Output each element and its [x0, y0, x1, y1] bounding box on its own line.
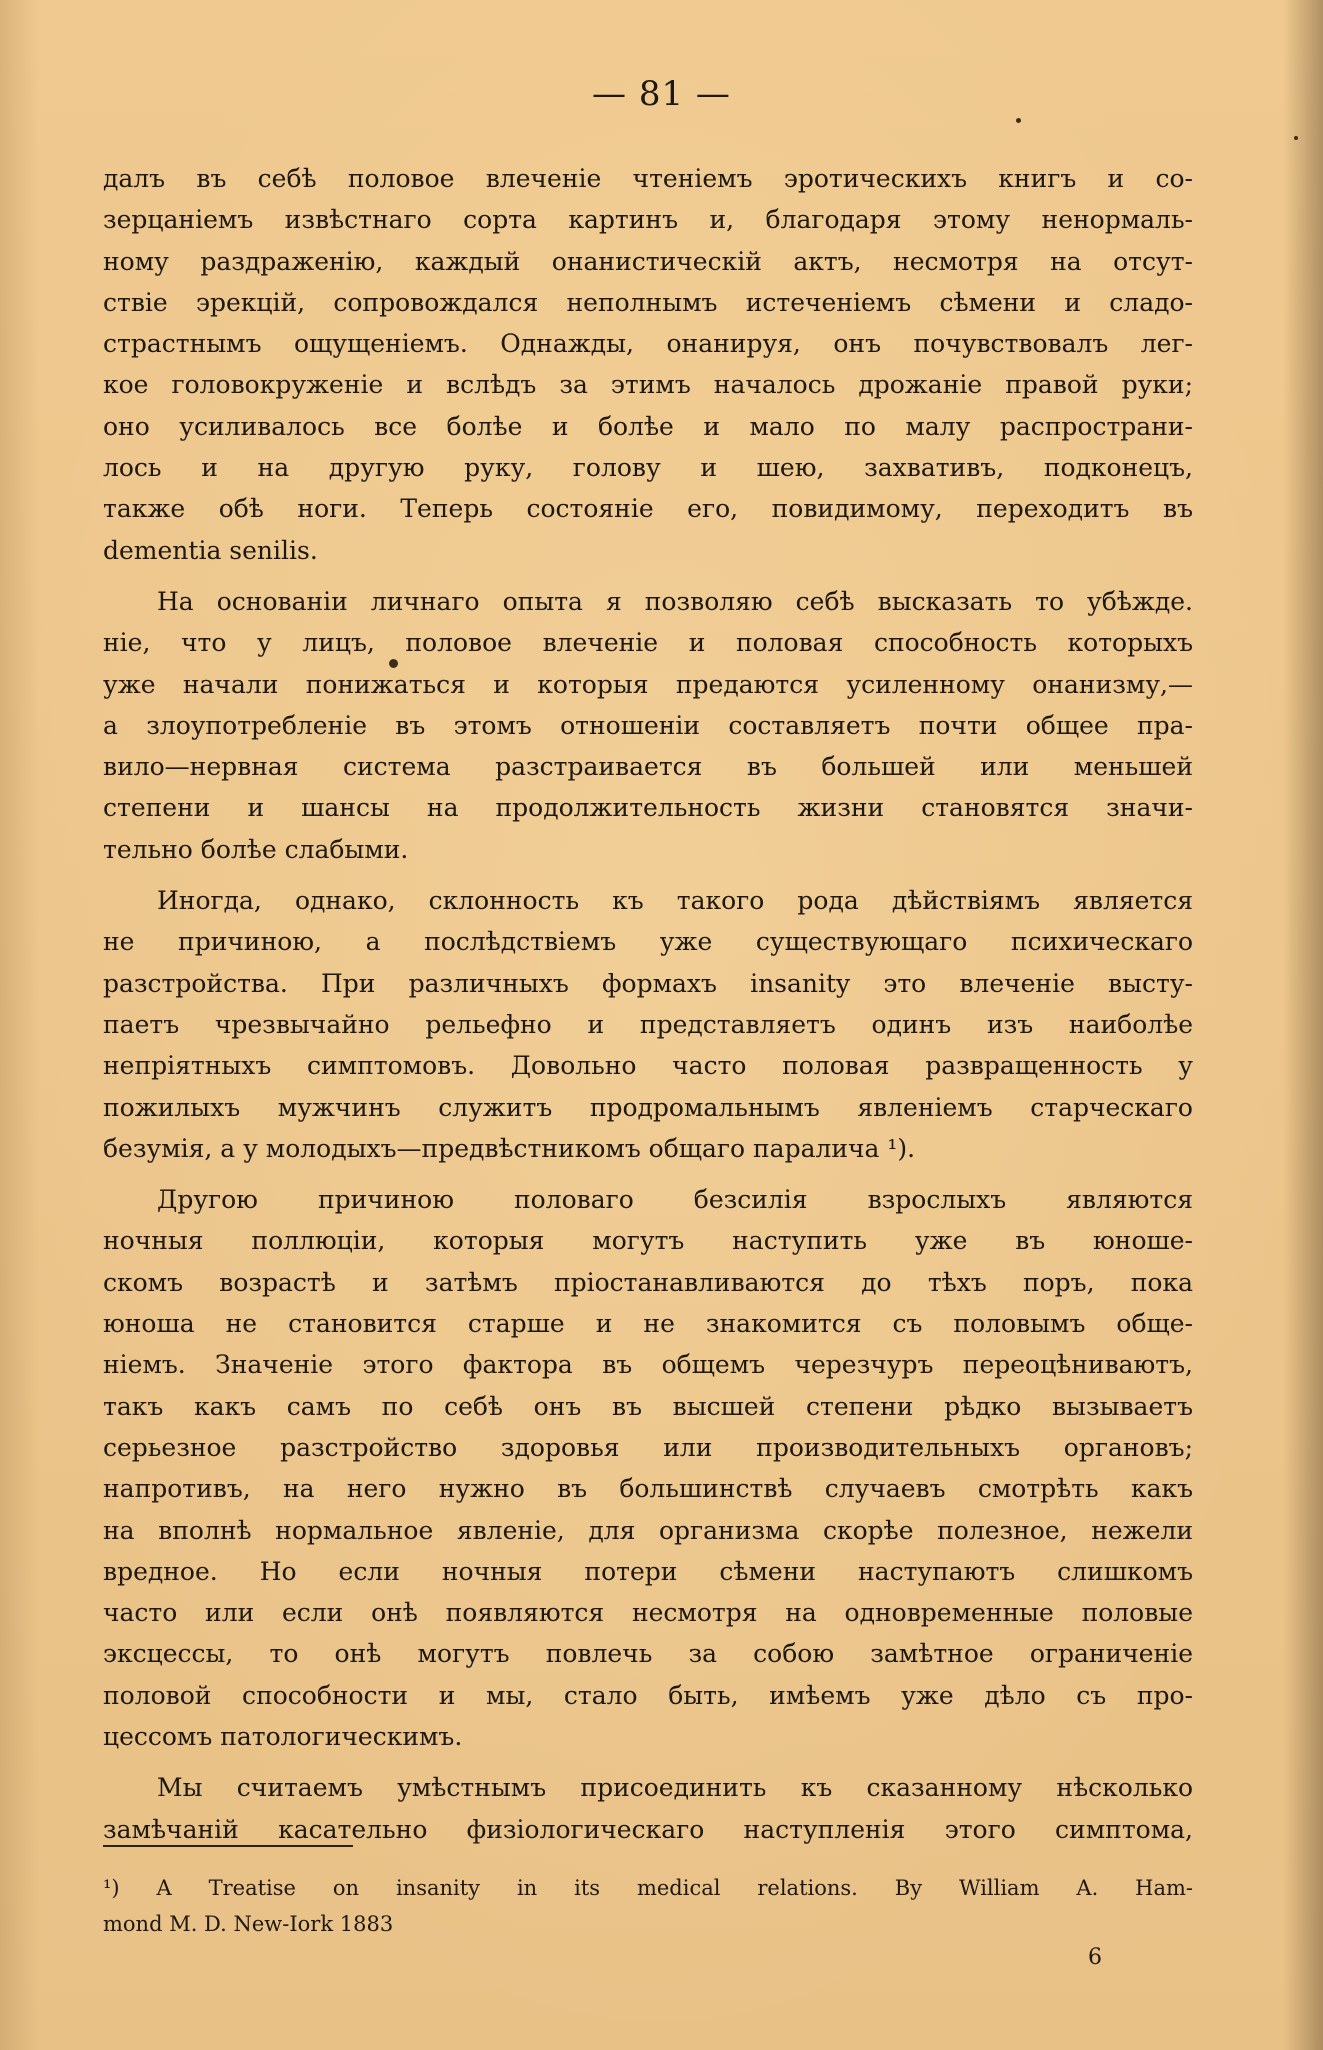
signature-mark: 6: [1088, 1945, 1102, 1970]
text-line: напротивъ, на него нужно въ большинствѣ случаевъ смотрѣть какъ: [103, 1474, 1193, 1504]
text-line: вило—нервная система разстраивается въ большей или меньшей: [103, 752, 1193, 782]
footnote-line: ¹) A Treatise on insanity in its medical relations. By William A. Ham-: [103, 1876, 1193, 1900]
text-line: эксцессы, то онѣ могутъ повлечь за собою замѣтное ограниченіе: [103, 1639, 1193, 1669]
text-line: пожилыхъ мужчинъ служитъ продромальнымъ явленіемъ старческаго: [103, 1092, 1193, 1122]
text-line: На основаніи личнаго опыта я позволяю себѣ высказать то убѣжде.: [157, 586, 1193, 616]
text-line: цессомъ патологическимъ.: [103, 1721, 463, 1751]
text-line: серьезное разстройство здоровья или производительныхъ органовъ;: [103, 1432, 1193, 1462]
text-line: Иногда, однако, склонность къ такого рода дѣйствіямъ является: [157, 886, 1193, 916]
text-line: замѣчаній касательно физіологическаго наступленія этого симптома,: [103, 1814, 1193, 1844]
text-line: вредное. Но если ночныя потери сѣмени наступаютъ слишкомъ: [103, 1556, 1193, 1586]
text-line: кое головокруженіе и вслѣдъ за этимъ началось дрожаніе правой руки;: [103, 370, 1193, 400]
text-line: такъ какъ самъ по себѣ онъ въ высшей степени рѣдко вызываетъ: [103, 1391, 1193, 1421]
page-edge-right: [1283, 0, 1323, 2050]
paragraph: [103, 581, 1193, 870]
text-line: ному раздраженію, каждый онанистическій актъ, несмотря на отсут-: [103, 246, 1193, 276]
text-line: разстройства. При различныхъ формахъ insanity это влеченіе высту-: [103, 968, 1193, 998]
ink-speck: [1016, 118, 1021, 123]
text-line: юноша не становится старше и не знакомится съ половымъ обще-: [103, 1309, 1193, 1339]
text-line: на вполнѣ нормальное явленіе, для организма скорѣе полезное, нежели: [103, 1515, 1193, 1545]
text-line: Другою причиною половаго безсилія взрослыхъ являются: [157, 1185, 1193, 1215]
text-line: скомъ возрастѣ и затѣмъ пріостанавливаются до тѣхъ поръ, пока: [103, 1267, 1193, 1297]
text-line: не причиною, а послѣдствіемъ уже существующаго психическаго: [103, 927, 1193, 957]
text-line: безумія, а у молодыхъ—предвѣстникомъ общаго паралича ¹).: [103, 1133, 916, 1163]
text-line: паетъ чрезвычайно рельефно и представляетъ одинъ изъ наиболѣе: [103, 1009, 1193, 1039]
paragraph: [103, 1767, 1193, 1850]
text-line: тельно болѣе слабыми.: [103, 834, 409, 864]
body-text: [103, 158, 1193, 1850]
text-line: уже начали понижаться и которыя предаются усиленному онанизму,—: [103, 669, 1193, 699]
paragraph: [103, 1179, 1193, 1757]
footnote-line: mond M. D. New-Iork 1883: [103, 1912, 394, 1936]
text-line: половой способности и мы, стало быть, имѣемъ уже дѣло съ про-: [103, 1680, 1193, 1710]
text-line: непріятныхъ симптомовъ. Довольно часто половая развращенность у: [103, 1051, 1193, 1081]
text-line: степени и шансы на продолжительность жизни становятся значи-: [103, 793, 1193, 823]
page-edge-left: [0, 0, 40, 2050]
text-line: ніе, что у лицъ, половое влеченіе и половая способность которыхъ: [103, 628, 1193, 658]
paragraph: [103, 158, 1193, 571]
footnote-divider: [103, 1845, 353, 1847]
ink-speck: [389, 659, 398, 668]
text-line: страстнымъ ощущеніемъ. Однажды, онанируя, онъ почувствовалъ лег-: [103, 329, 1193, 359]
text-line: оно усиливалось все болѣе и болѣе и мало по малу распространи-: [103, 411, 1193, 441]
text-line: далъ въ себѣ половое влеченіе чтеніемъ эротическихъ книгъ и со-: [103, 164, 1193, 193]
text-line: лось и на другую руку, голову и шею, захвативъ, подконецъ,: [103, 453, 1193, 483]
text-line: а злоупотребленіе въ этомъ отношеніи составляетъ почти общее пра-: [103, 710, 1193, 740]
text-line: также обѣ ноги. Теперь состояніе его, повидимому, переходитъ въ: [103, 494, 1193, 524]
text-line: Мы считаемъ умѣстнымъ присоединить къ сказанному нѣсколько: [157, 1773, 1193, 1803]
text-line: зерцаніемъ извѣстнаго сорта картинъ и, благодаря этому ненормаль-: [103, 205, 1193, 235]
page-number: — 81 —: [592, 74, 731, 114]
text-line: ночныя поллюціи, которыя могутъ наступить уже въ юноше-: [103, 1226, 1193, 1256]
paragraph: [103, 880, 1193, 1169]
text-line: ствіе эрекцій, сопровождался неполнымъ истеченіемъ сѣмени и сладо-: [103, 287, 1193, 317]
ink-speck: [1294, 136, 1298, 140]
footnote: [103, 1870, 1193, 1942]
text-line: dementia senilis.: [103, 535, 318, 565]
text-line: часто или если онѣ появляются несмотря на одновременные половые: [103, 1598, 1193, 1628]
text-line: ніемъ. Значеніе этого фактора въ общемъ черезчуръ переоцѣниваютъ,: [103, 1350, 1193, 1380]
